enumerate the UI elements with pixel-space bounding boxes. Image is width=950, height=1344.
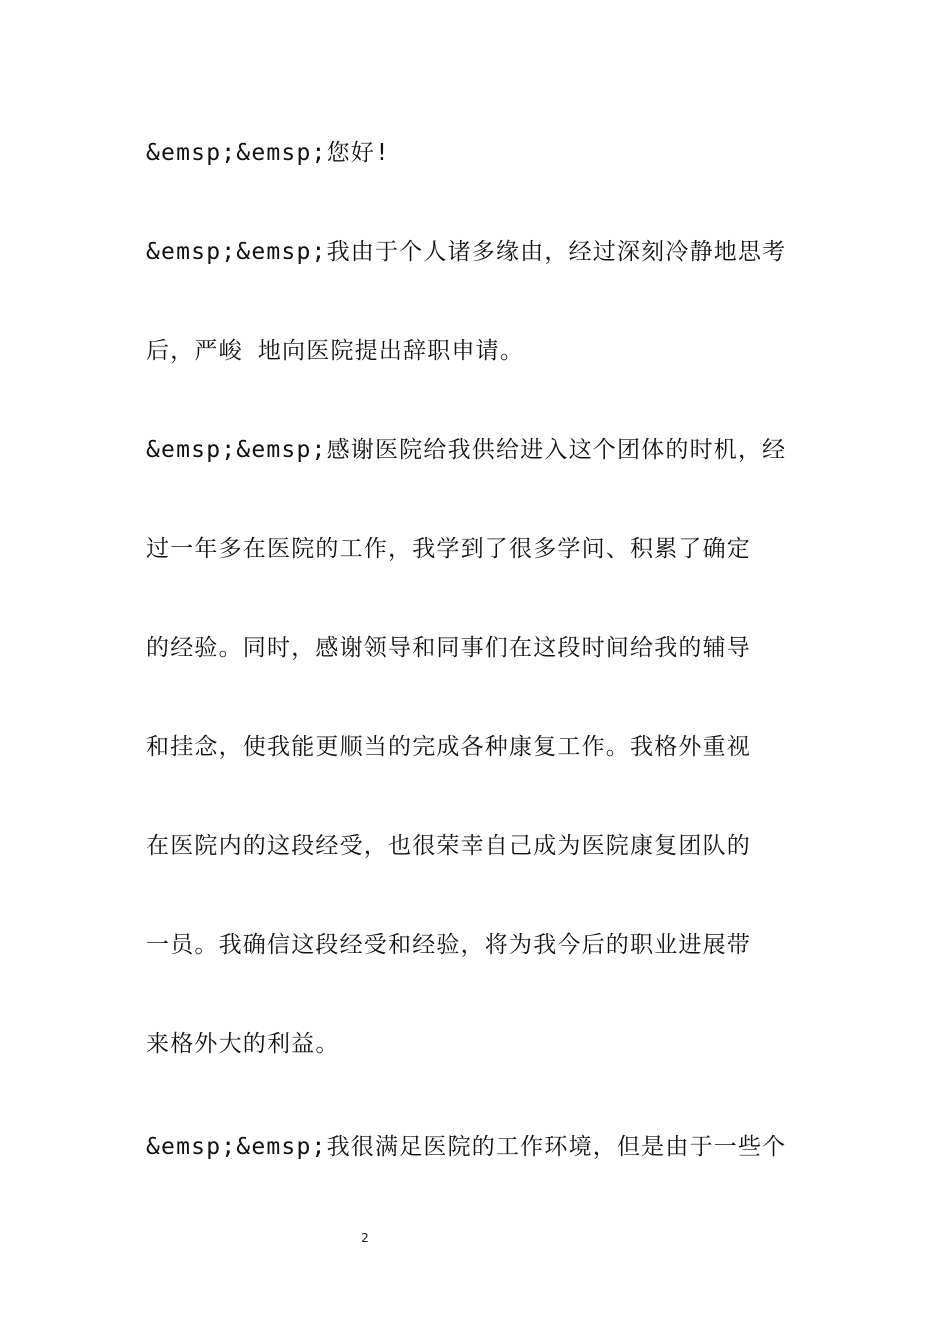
text-line: &emsp;&emsp;我很满足医院的工作环境，但是由于一些个 bbox=[146, 1134, 787, 1160]
text-line: 过一年多在医院的工作，我学到了很多学问、积累了确定 bbox=[146, 536, 751, 562]
text-line: &emsp;&emsp;感谢医院给我供给进入这个团体的时机，经 bbox=[146, 437, 787, 463]
text-line: 后，严峻 地向医院提出辞职申请。 bbox=[146, 338, 525, 364]
page-number: 2 bbox=[361, 1231, 369, 1245]
text-line: &emsp;&emsp;您好! bbox=[146, 140, 391, 166]
text-line: 和挂念，使我能更顺当的完成各种康复工作。我格外重视 bbox=[146, 734, 751, 760]
text-line: &emsp;&emsp;我由于个人诸多缘由，经过深刻冷静地思考 bbox=[146, 239, 787, 265]
text-line: 来格外大的利益。 bbox=[146, 1031, 340, 1057]
text-line: 一员。我确信这段经受和经验，将为我今后的职业进展带 bbox=[146, 932, 751, 958]
text-line: 的经验。同时，感谢领导和同事们在这段时间给我的辅导 bbox=[146, 635, 751, 661]
text-line: 在医院内的这段经受，也很荣幸自己成为医院康复团队的 bbox=[146, 833, 751, 859]
